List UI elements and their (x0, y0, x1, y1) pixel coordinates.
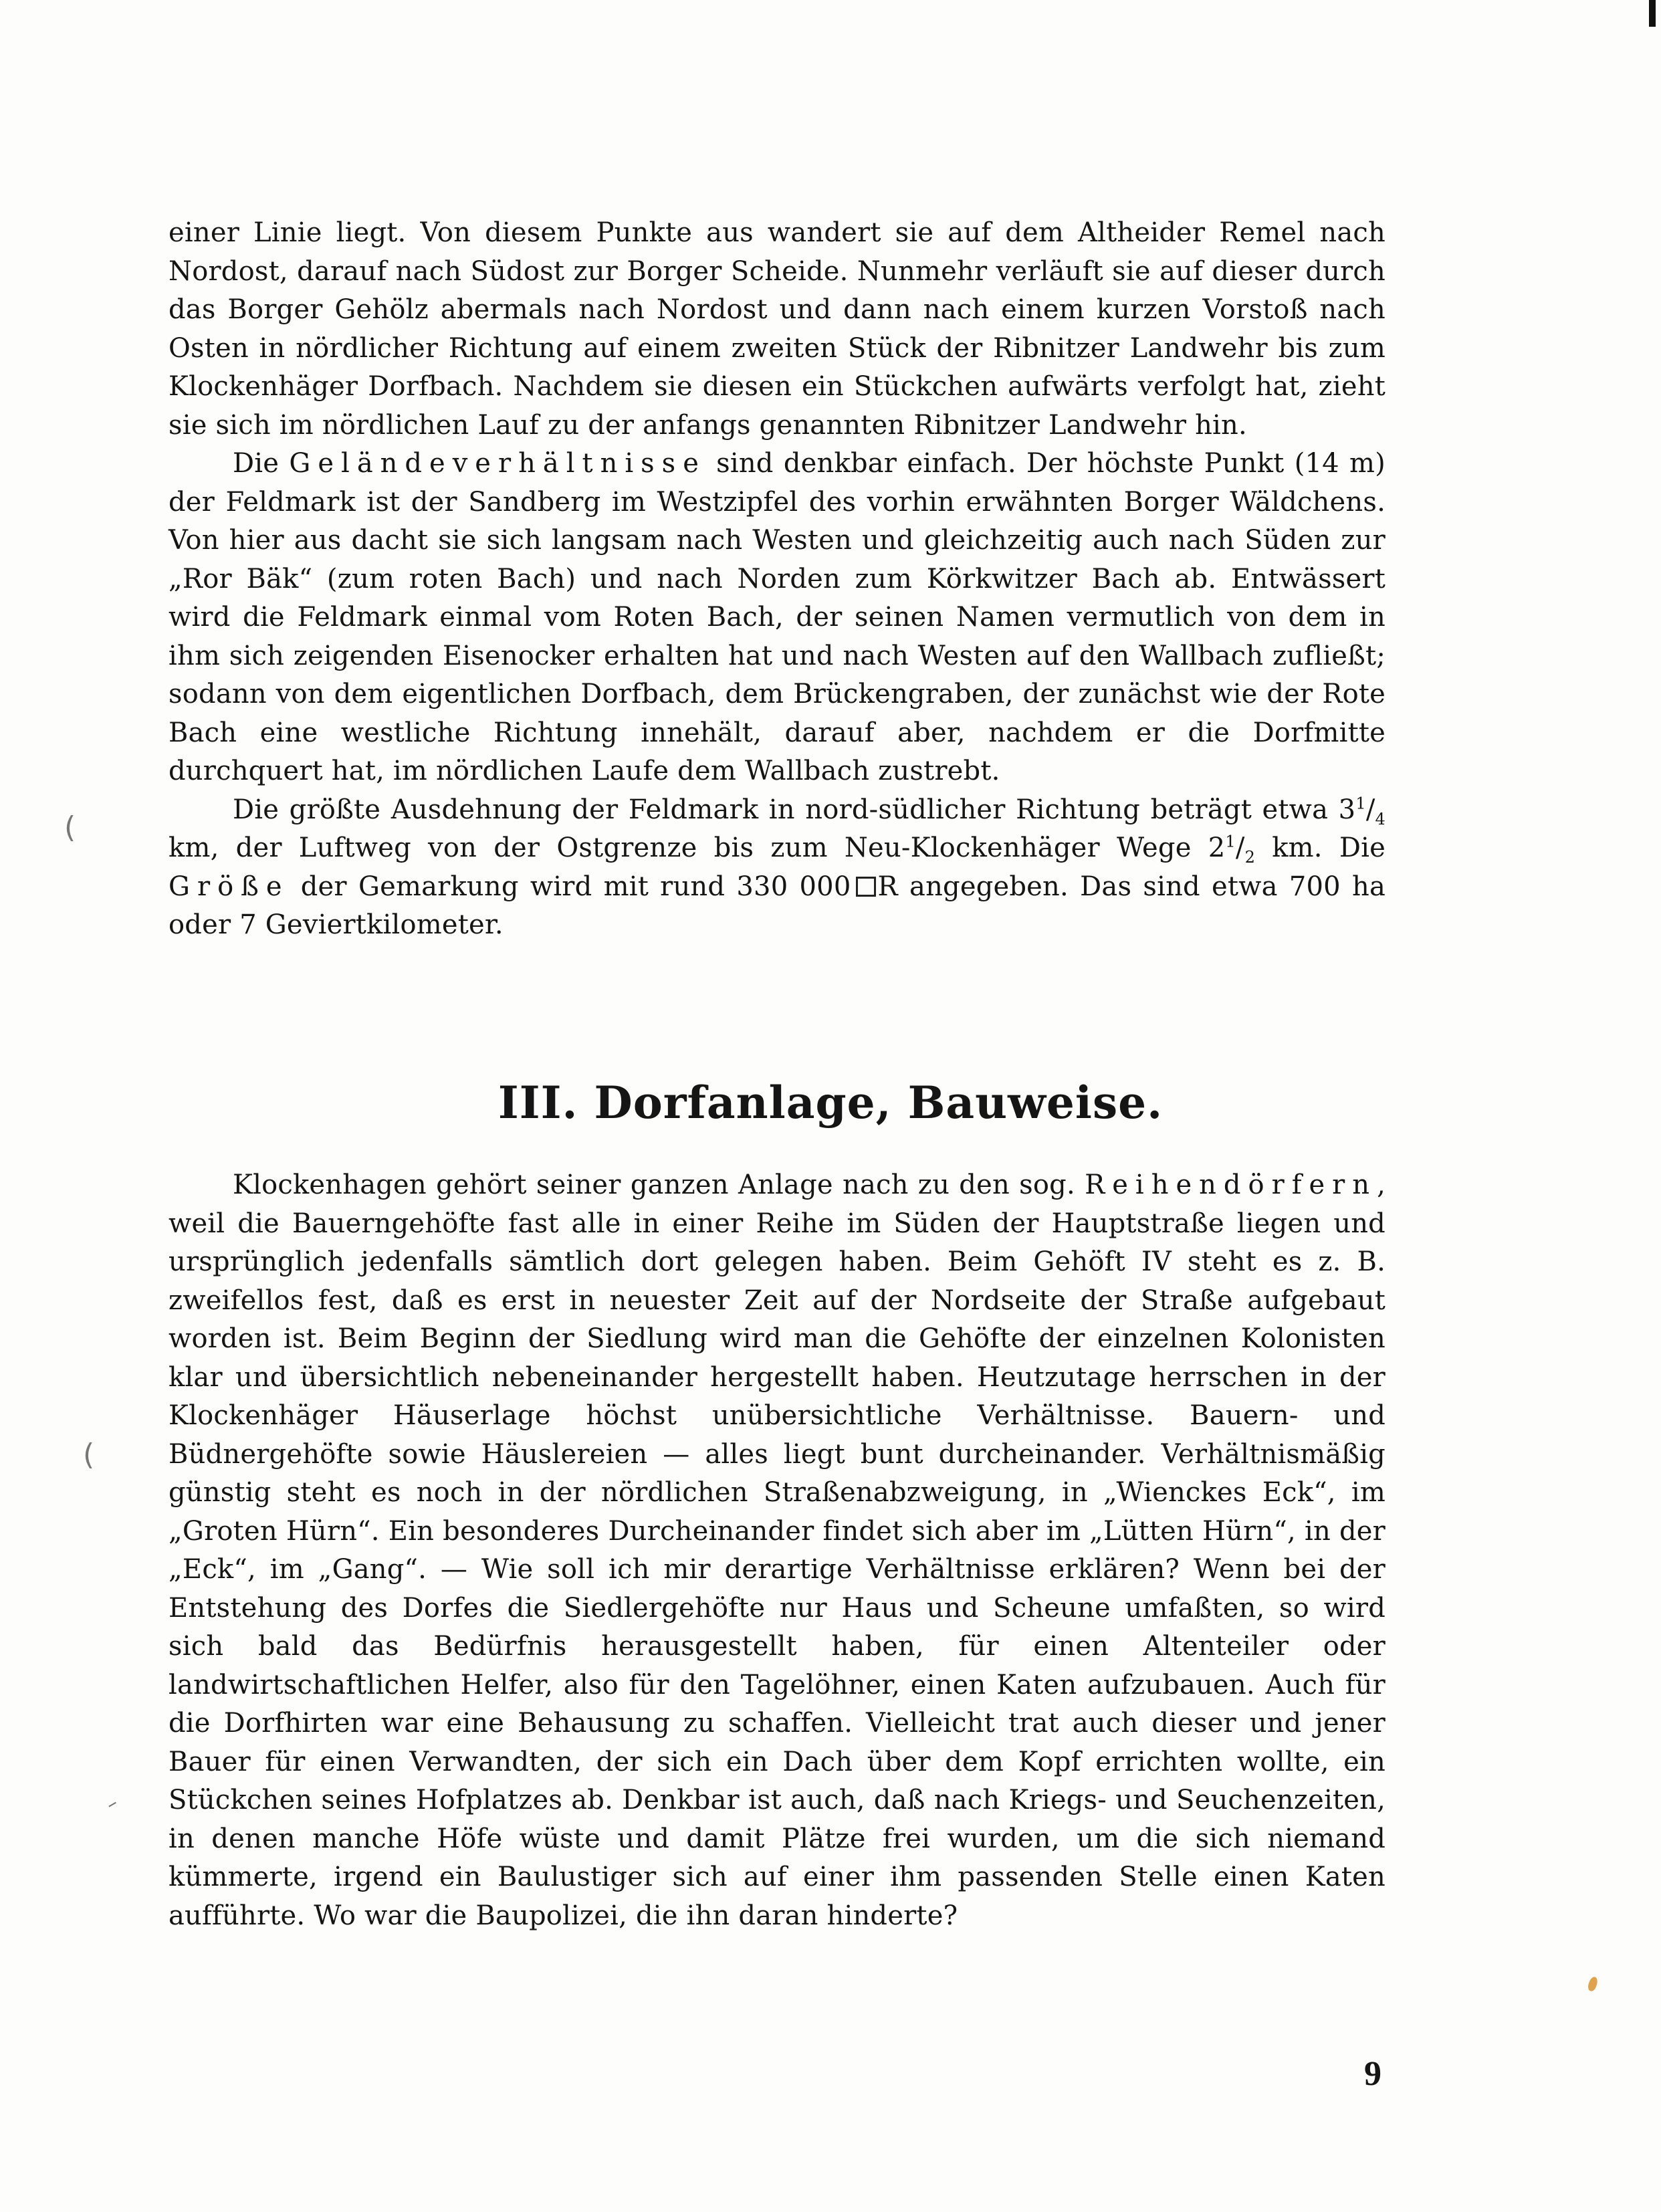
paragraph-extent: Die größte Ausdehnung der Feldmark in nord-südlicher Richtung beträgt etwa $3^1/_4$ km, der Luftweg von der Ostgrenze bis zum Neu-Klockenhäger Wege $2^1/_2$ km. Die Größe der Gemarkung wird mit rund 330 000 R angegeben. Das sind etwa 700 ha oder 7 Geviertkilometer. (169, 794, 1386, 940)
text-section-top (169, 214, 1386, 945)
margin-bracket-mark: ( (83, 1438, 95, 1472)
margin-bracket-mark: ( (64, 810, 76, 845)
section-heading: III. Dorfanlage, Bauweise. (497, 1077, 1164, 1129)
paragraph-terrain-rest: sind denkbar einfach. Der höchste Punkt (14 m) der Feldmark ist der Sandberg im Westzipfel des vorhin erwähnten Borger Wäldchens. Von hier aus dacht sie sich langsam nach Westen und gleichzeitig auch nach Süden zur „Ror Bäk“ (zum roten Bach) und nach Norden zum Körkwitzer Bach ab. Entwässert wird die Feldmark einmal vom Roten Bach, der seinen Namen vermutlich von dem in ihm sich zeigenden Eisenocker erhalten hat und nach Westen auf den Wallbach zufließt; sodann von dem eigentlichen Dorfbach, dem Brückengraben, der zunächst wie der Rote Bach eine westliche Richtung innehält, darauf aber, nachdem er die Dorfmitte durchquert hat, im nördlichen Laufe dem Wallbach zustrebt. (169, 448, 1386, 786)
page-edge-shadow (1649, 0, 1656, 27)
paragraph-terrain (169, 445, 1386, 791)
extent-part-4: der Gemarkung wird mit rund 330 000 (300, 871, 851, 902)
village-layout-start: Klockenhagen gehört seiner ganzen Anlage nach zu den sog. (233, 1170, 1075, 1200)
page-number: 9 (1364, 2055, 1381, 2093)
text-section-bottom (169, 1166, 1386, 1935)
spaced-word-reihendoerfer: Reihendörfern (1085, 1170, 1377, 1200)
village-layout-rest: , weil die Bauerngehöfte fast alle in einer Reihe im Süden der Hauptstraße liegen und ursprünglich jedenfalls sämtlich dort gelegen haben. Beim Gehöft IV steht es z. B. zweifellos fest, daß es erst in neuester Zeit auf der Nordseite der Straße aufgebaut worden ist. Beim Beginn der Siedlung wird man die Gehöfte der einzelnen Kolonisten klar und übersichtlich nebeneinander hergestellt haben. Heutzutage herrschen in der Klockenhäger Häuserlage höchst unübersichtliche Verhältnisse. Bauern- und Büdnergehöfte sowie Häuslereien — alles liegt bunt durcheinander. Verhältnismäßig günstig steht es noch in der nördlichen Straßenabzweigung, in „Wienckes Eck“, im „Groten Hürn“. Ein besonderes Durcheinander findet sich aber im „Lütten Hürn“, in der „Eck“, im „Gang“. — Wie soll ich mir derartige Verhältnisse erklären? Wenn bei der Entstehung des Dorfes die Siedlergehöfte nur Haus und Scheune umfaßten, so wird sich bald das Bedürfnis herausgestellt haben, für einen Altenteiler oder landwirtschaftlichen Helfer, also für den Tagelöhner, einen Katen aufzubauen. Auch für die Dorfhirten war eine Behausung zu schaffen. Vielleicht trat auch dieser und jener Bauer für einen Verwandten, der sich ein Dach über dem Kopf errichten wollte, ein Stückchen seines Hofplatzes ab. Denkbar ist auch, daß nach Kriegs- und Seuchenzeiten, in denen manche Höfe wüste und damit Plätze frei wurden, um die sich niemand kümmerte, irgend ein Baulustiger sich auf einer ihm passenden Stelle einen Katen aufführte. Wo war die Baupolizei, die ihn daran hinderte? (169, 1170, 1386, 1931)
margin-stroke-mark: – (102, 1791, 122, 1817)
paragraph-boundary: einer Linie liegt. Von diesem Punkte aus wandert sie auf dem Altheider Remel nach Nordost, darauf nach Südost zur Borger Scheide. Nunmehr verläuft sie auf dieser durch das Borger Gehölz abermals nach Nordost und dann nach einem kurzen Vorstoß nach Osten in nördlicher Richtung auf einem zweiten Stück der Ribnitzer Landwehr bis zum Klockenhäger Dorfbach. Nachdem sie diesen ein Stückchen aufwärts verfolgt hat, zieht sie sich im nördlichen Lauf zu der anfangs genannten Ribnitzer Landwehr hin. (169, 217, 1386, 441)
margin-color-dot (1587, 1976, 1599, 1993)
square-unit-icon (856, 877, 876, 897)
extent-part-1: Die größte Ausdehnung der Feldmark in nord-südlicher Richtung beträgt etwa 3 (233, 794, 1356, 825)
extent-part-5: angegeben. Das sind etwa 700 ha oder 7 Geviertkilometer. (169, 871, 1386, 940)
spaced-word-terrain: Geländeverhältnisse (289, 448, 706, 479)
spaced-word-size: Größe (169, 871, 290, 902)
extent-part-2: km, der Luftweg von der Ostgrenze bis zum Neu-Klockenhäger Wege 2 (169, 833, 1226, 863)
paragraph-village-layout (169, 1166, 1386, 1935)
fraction-2-numerator: 1 (1225, 832, 1236, 851)
extent-part-3: km. Die (1255, 833, 1386, 863)
fraction-2-denominator: 2 (1244, 848, 1256, 867)
paragraph-terrain-start: Die (233, 448, 280, 479)
unit-letter: R (877, 871, 898, 902)
fraction-1-denominator: 4 (1375, 809, 1386, 828)
fraction-1-numerator: 1 (1355, 794, 1366, 813)
